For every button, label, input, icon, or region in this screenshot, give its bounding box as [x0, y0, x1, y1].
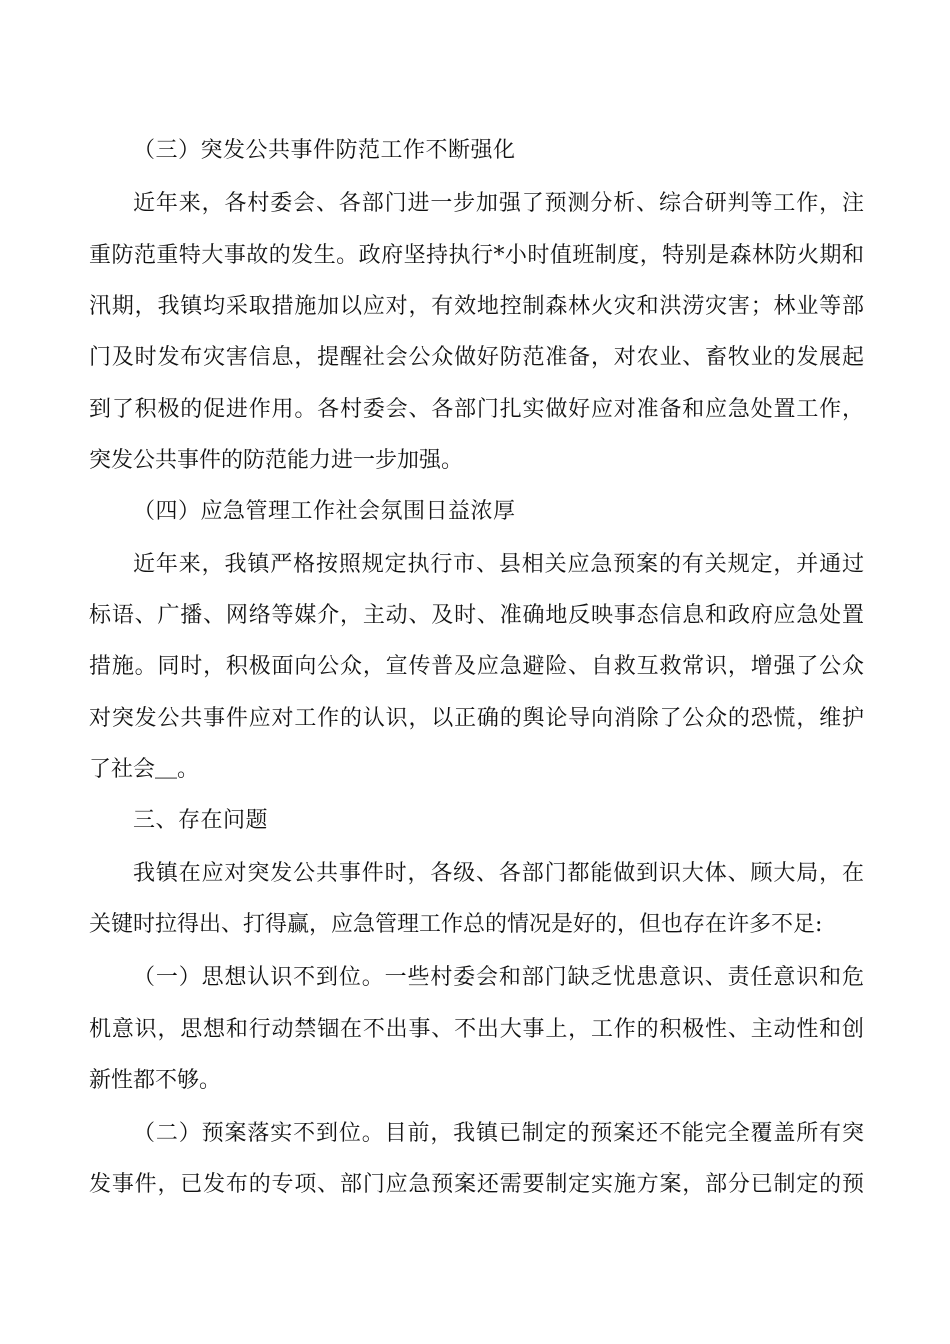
paragraph-line: 新性都不够。 — [89, 1068, 222, 1093]
paragraph-line: 近年来，各村委会、各部门进一步加强了预测分析、综合研判等工作，注 — [133, 191, 864, 216]
paragraph-line: 重防范重特大事故的发生。政府坚持执行*小时值班制度，特别是森林防火期和 — [89, 243, 864, 268]
paragraph-line: 我镇在应对突发公共事件时，各级、各部门都能做到识大体、顾大局，在 — [133, 861, 864, 886]
section-heading-problems: 三、存在问题 — [133, 808, 269, 833]
paragraph-line: 近年来，我镇严格按照规定执行市、县相关应急预案的有关规定，并通过 — [133, 552, 864, 577]
paragraph-line: 措施。同时，积极面向公众，宣传普及应急避险、自救互救常识，增强了公众 — [89, 654, 864, 679]
paragraph-line: 了社会＿。 — [89, 757, 200, 782]
paragraph-line: 关键时拉得出、打得赢，应急管理工作总的情况是好的，但也存在许多不足: — [89, 912, 823, 937]
paragraph-line: 发事件，已发布的专项、部门应急预案还需要制定实施方案，部分已制定的预 — [89, 1172, 864, 1197]
paragraph-line: 对突发公共事件应对工作的认识，以正确的舆论导向消除了公众的恐慌，维护 — [89, 706, 864, 731]
paragraph-line: 机意识，思想和行动禁锢在不出事、不出大事上，工作的积极性、主动性和创 — [89, 1017, 864, 1042]
paragraph-line: 汛期，我镇均采取措施加以应对，有效地控制森林火灾和洪涝灾害；林业等部 — [89, 294, 864, 319]
paragraph-line: 突发公共事件的防范能力进一步加强。 — [89, 448, 464, 473]
section-heading-4: （四）应急管理工作社会氛围日益浓厚 — [133, 499, 516, 524]
paragraph-line: （二）预案落实不到位。目前，我镇已制定的预案还不能完全覆盖所有突 — [133, 1121, 864, 1146]
paragraph-line: 标语、广播、网络等媒介，主动、及时、准确地反映事态信息和政府应急处置 — [89, 603, 864, 628]
section-heading-3: （三）突发公共事件防范工作不断强化 — [133, 138, 516, 163]
paragraph-line: 到了积极的促进作用。各村委会、各部门扎实做好应对准备和应急处置工作， — [89, 397, 864, 422]
paragraph-line: （一）思想认识不到位。一些村委会和部门缺乏忧患意识、责任意识和危 — [133, 965, 864, 990]
paragraph-line: 门及时发布灾害信息，提醒社会公众做好防范准备，对农业、畜牧业的发展起 — [89, 345, 864, 370]
